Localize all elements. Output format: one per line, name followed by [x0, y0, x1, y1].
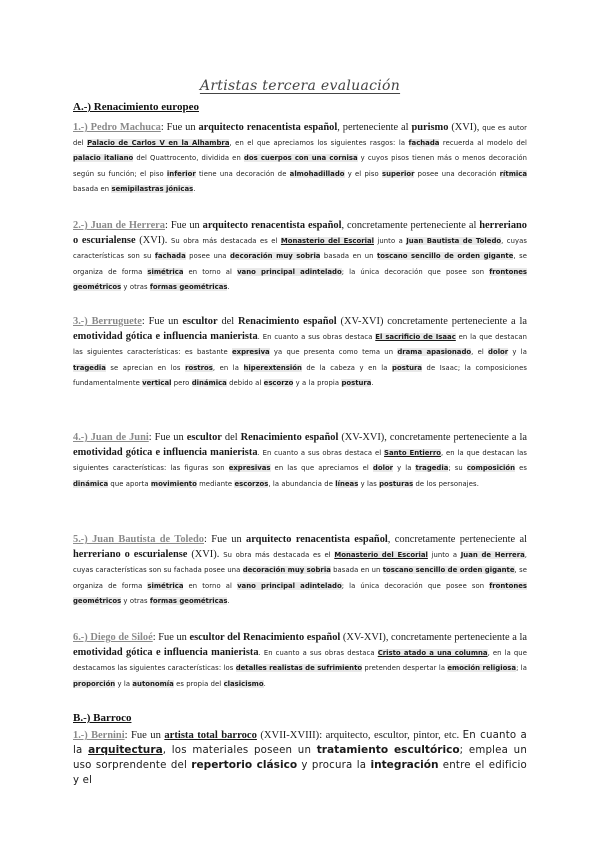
entry-berruguete: 3.-) Berruguete: Fue un escultor del Renacimiento español (XV-XVI) concretamente perteneciente a la emotividad gótica e influencia manierista. En cuanto a sus obras destaca El sacrificio de Isaac en la que destacan las siguientes características: es bastante expresiva ya que presenta como tema un drama apasionado, el dolor y la tragedia se aprecian en los rostros, en la hiperextensión de la cabeza y en la postura de Isaac; la composiciones fundamentalmente vertical pero dinámica debido al escorzo y a la propia postura.: [73, 316, 528, 387]
entry-bernini: 1.-) Bernini: Fue un artista total barroco (XVII-XVIII): arquitecto, escultor, pintor, etc. En cuanto a la arquitectura, los materiales poseen un tratamiento escultórico; emplea un uso sorprendente del repertorio clásico y procura la integración entre el edificio y el: [73, 730, 528, 786]
entry-name: 1.-) Pedro Machuca: [73, 122, 161, 133]
entry-juan-bautista-de-toledo: 5.-) Juan Bautista de Toledo: Fue un arquitecto renacentista español, concretamente perteneciente al herreriano o escurialense (XVI). Su obra más destacada es el Monasterio del Escorial junto a Juan de Herrera, cuyas características son su fachada posee una decoración muy sobria basada en un toscano sencillo de orden gigante, se organiza de forma simétrica en torno al vano principal adintelado; la única decoración que posee son frontones geométricos y otras formas geométricas.: [73, 534, 528, 605]
entry-name: 6.-) Diego de Siloé: [73, 632, 153, 643]
page-title: Artistas tercera evaluación: [199, 78, 401, 94]
entry-juan-de-juni: 4.-) Juan de Juni: Fue un escultor del Renacimiento español (XV-XVI), concretamente perteneciente a la emotividad gótica e influencia manierista. En cuanto a sus obras destaca el Santo Entierro, en la que destacan las siguientes características: las figuras son expresivas en las que apreciamos el dolor y la tragedia; su composición es dinámica que aporta movimiento mediante escorzos, la abundancia de líneas y las posturas de los personajes.: [73, 432, 527, 488]
entry-diego-de-siloe: 6.-) Diego de Siloé: Fue un escultor del Renacimiento español (XV-XVI), concretamente perteneciente a la emotividad gótica e influencia manierista. En cuanto a sus obras destaca Cristo atado a una columna, en la que destacamos las siguientes características: los detalles realistas de sufrimiento pretenden despertar la emoción religiosa; la proporción y la autonomía es propia del clasicismo.: [73, 632, 527, 688]
entry-name: 1.-) Bernini: [73, 730, 125, 741]
entry-name: 2.-) Juan de Herrera: [73, 220, 165, 231]
entry-pedro-machuca: 1.-) Pedro Machuca: Fue un arquitecto renacentista español, perteneciente al purismo (XVI), que es autor del Palacio de Carlos V en la Alhambra, en el que apreciamos los siguientes rasgos: la fachada recuerda al modelo del palacio italiano del Quattrocento, dividida en dos cuerpos con una cornisa y cuyos pisos tienen más o menos decoración según su función; el piso inferior tiene una decoración de almohadillado y el piso superior posee una decoración rítmica basada en semipilastras jónicas.: [73, 122, 528, 193]
entry-juan-de-herrera: 2.-) Juan de Herrera: Fue un arquitecto renacentista español, concretamente perteneciente al herreriano o escurialense (XVI). Su obra más destacada es el Monasterio del Escorial junto a Juan Bautista de Toledo, cuyas características son su fachada posee una decoración muy sobria basada en un toscano sencillo de orden gigante, se organiza de forma simétrica en torno al vano principal adintelado; la única decoración que posee son frontones geométricos y otras formas geométricas.: [73, 220, 528, 291]
entry-name: 4.-) Juan de Juni: [73, 432, 149, 443]
entry-name: 5.-) Juan Bautista de Toledo: [73, 534, 205, 545]
section-heading-barroco: B.-) Barroco: [73, 712, 132, 724]
entry-name: 3.-) Berruguete: [73, 316, 142, 327]
section-heading-renacimiento: A.-) Renacimiento europeo: [73, 101, 199, 113]
